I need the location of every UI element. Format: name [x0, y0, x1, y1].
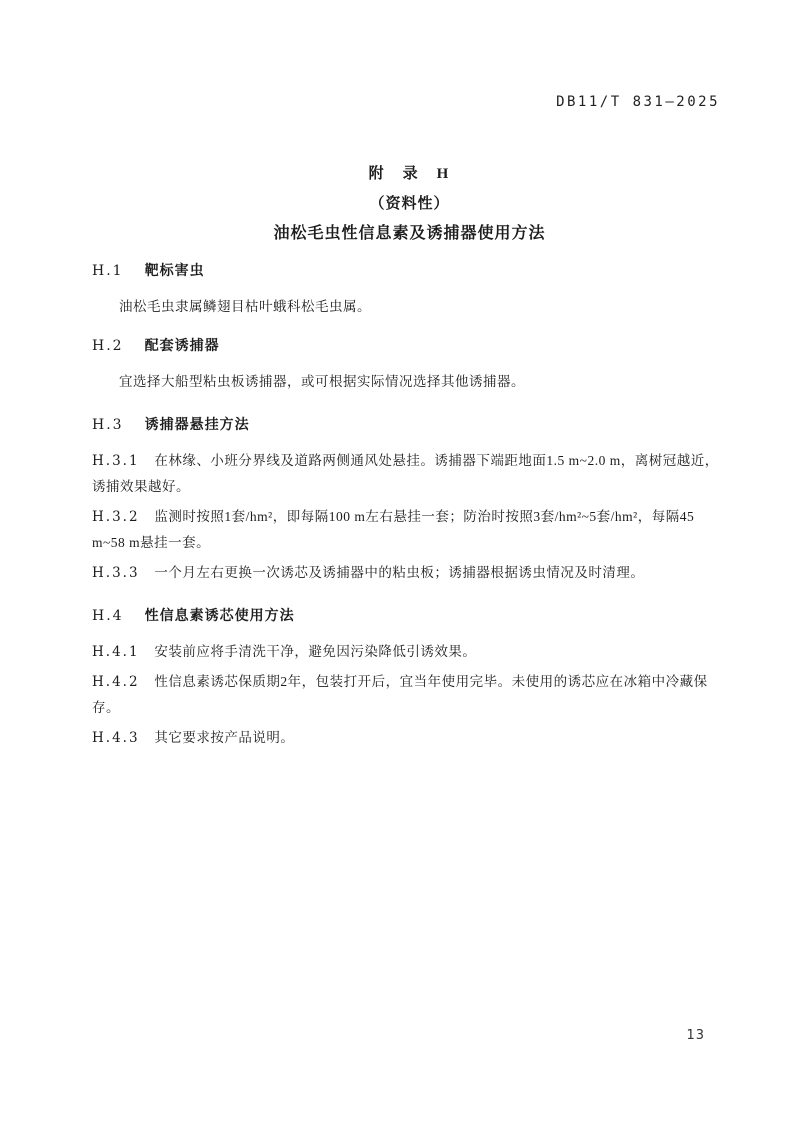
clause-h4-3	[92, 725, 727, 751]
clause-number: H.3.1	[92, 453, 140, 469]
clause-number: H.2	[92, 338, 124, 354]
clause-number: H.1	[92, 263, 124, 279]
section-h1	[92, 261, 727, 320]
clause-text: 性信息素诱芯保质期2年，包装打开后，宜当年使用完毕。未使用的诱芯应在冰箱中冷藏保存。	[92, 674, 708, 715]
section-title: 性信息素诱芯使用方法	[144, 609, 295, 624]
clause-h3-2	[92, 504, 727, 556]
clause-number: H.3.2	[92, 509, 140, 525]
clause-text: 监测时按照1套/hm²，即每隔100 m左右悬挂一套；防治时按照3套/hm²~5套/hm²，每隔45 m~58 m悬挂一套。	[92, 509, 695, 550]
clause-text: 一个月左右更换一次诱芯及诱捕器中的粘虫板；诱捕器根据诱虫情况及时清理。	[154, 565, 645, 580]
clause-number: H.4.2	[92, 674, 140, 690]
clause-number: H.3	[92, 417, 124, 433]
section-h2	[92, 336, 727, 395]
standard-number: DB11/T 831—2025	[556, 94, 720, 110]
paragraph: 宜选择大船型粘虫板诱捕器，或可根据实际情况选择其他诱捕器。	[119, 374, 525, 389]
page-number: 13	[686, 1028, 705, 1043]
annex-subject: 油松毛虫性信息素及诱捕器使用方法	[273, 225, 546, 242]
section-heading-h1	[92, 261, 727, 282]
section-heading-h2	[92, 336, 727, 357]
annex-type: （资料性）	[369, 196, 450, 212]
section-title: 靶标害虫	[144, 264, 205, 279]
clause-h4-1	[92, 639, 727, 665]
annex-label: 附 录 H	[368, 166, 451, 182]
section-heading-h3	[92, 415, 727, 436]
clause-number: H.3.3	[92, 565, 140, 581]
clause-h3-1	[92, 448, 727, 500]
clause-text: 其它要求按产品说明。	[154, 730, 295, 745]
clause-text: 安装前应将手清洗干净，避免因污染降低引诱效果。	[154, 644, 477, 659]
annex-title-block	[92, 163, 727, 245]
section-h4	[92, 606, 727, 751]
section-heading-h4	[92, 606, 727, 627]
section-title: 诱捕器悬挂方法	[144, 418, 250, 433]
clause-text: 在林缘、小班分界线及道路两侧通风处悬挂。诱捕器下端距地面1.5 m~2.0 m，离树冠越近，诱捕效果越好。	[92, 453, 719, 494]
clause-number: H.4.1	[92, 644, 140, 660]
section-h3	[92, 415, 727, 586]
section-title: 配套诱捕器	[144, 339, 220, 354]
clause-h4-2	[92, 669, 727, 721]
document-content	[92, 0, 727, 751]
clause-number: H.4	[92, 608, 124, 624]
paragraph: 油松毛虫隶属鳞翅目枯叶蛾科松毛虫属。	[119, 299, 371, 314]
clause-number: H.4.3	[92, 730, 140, 746]
clause-h3-3	[92, 560, 727, 586]
